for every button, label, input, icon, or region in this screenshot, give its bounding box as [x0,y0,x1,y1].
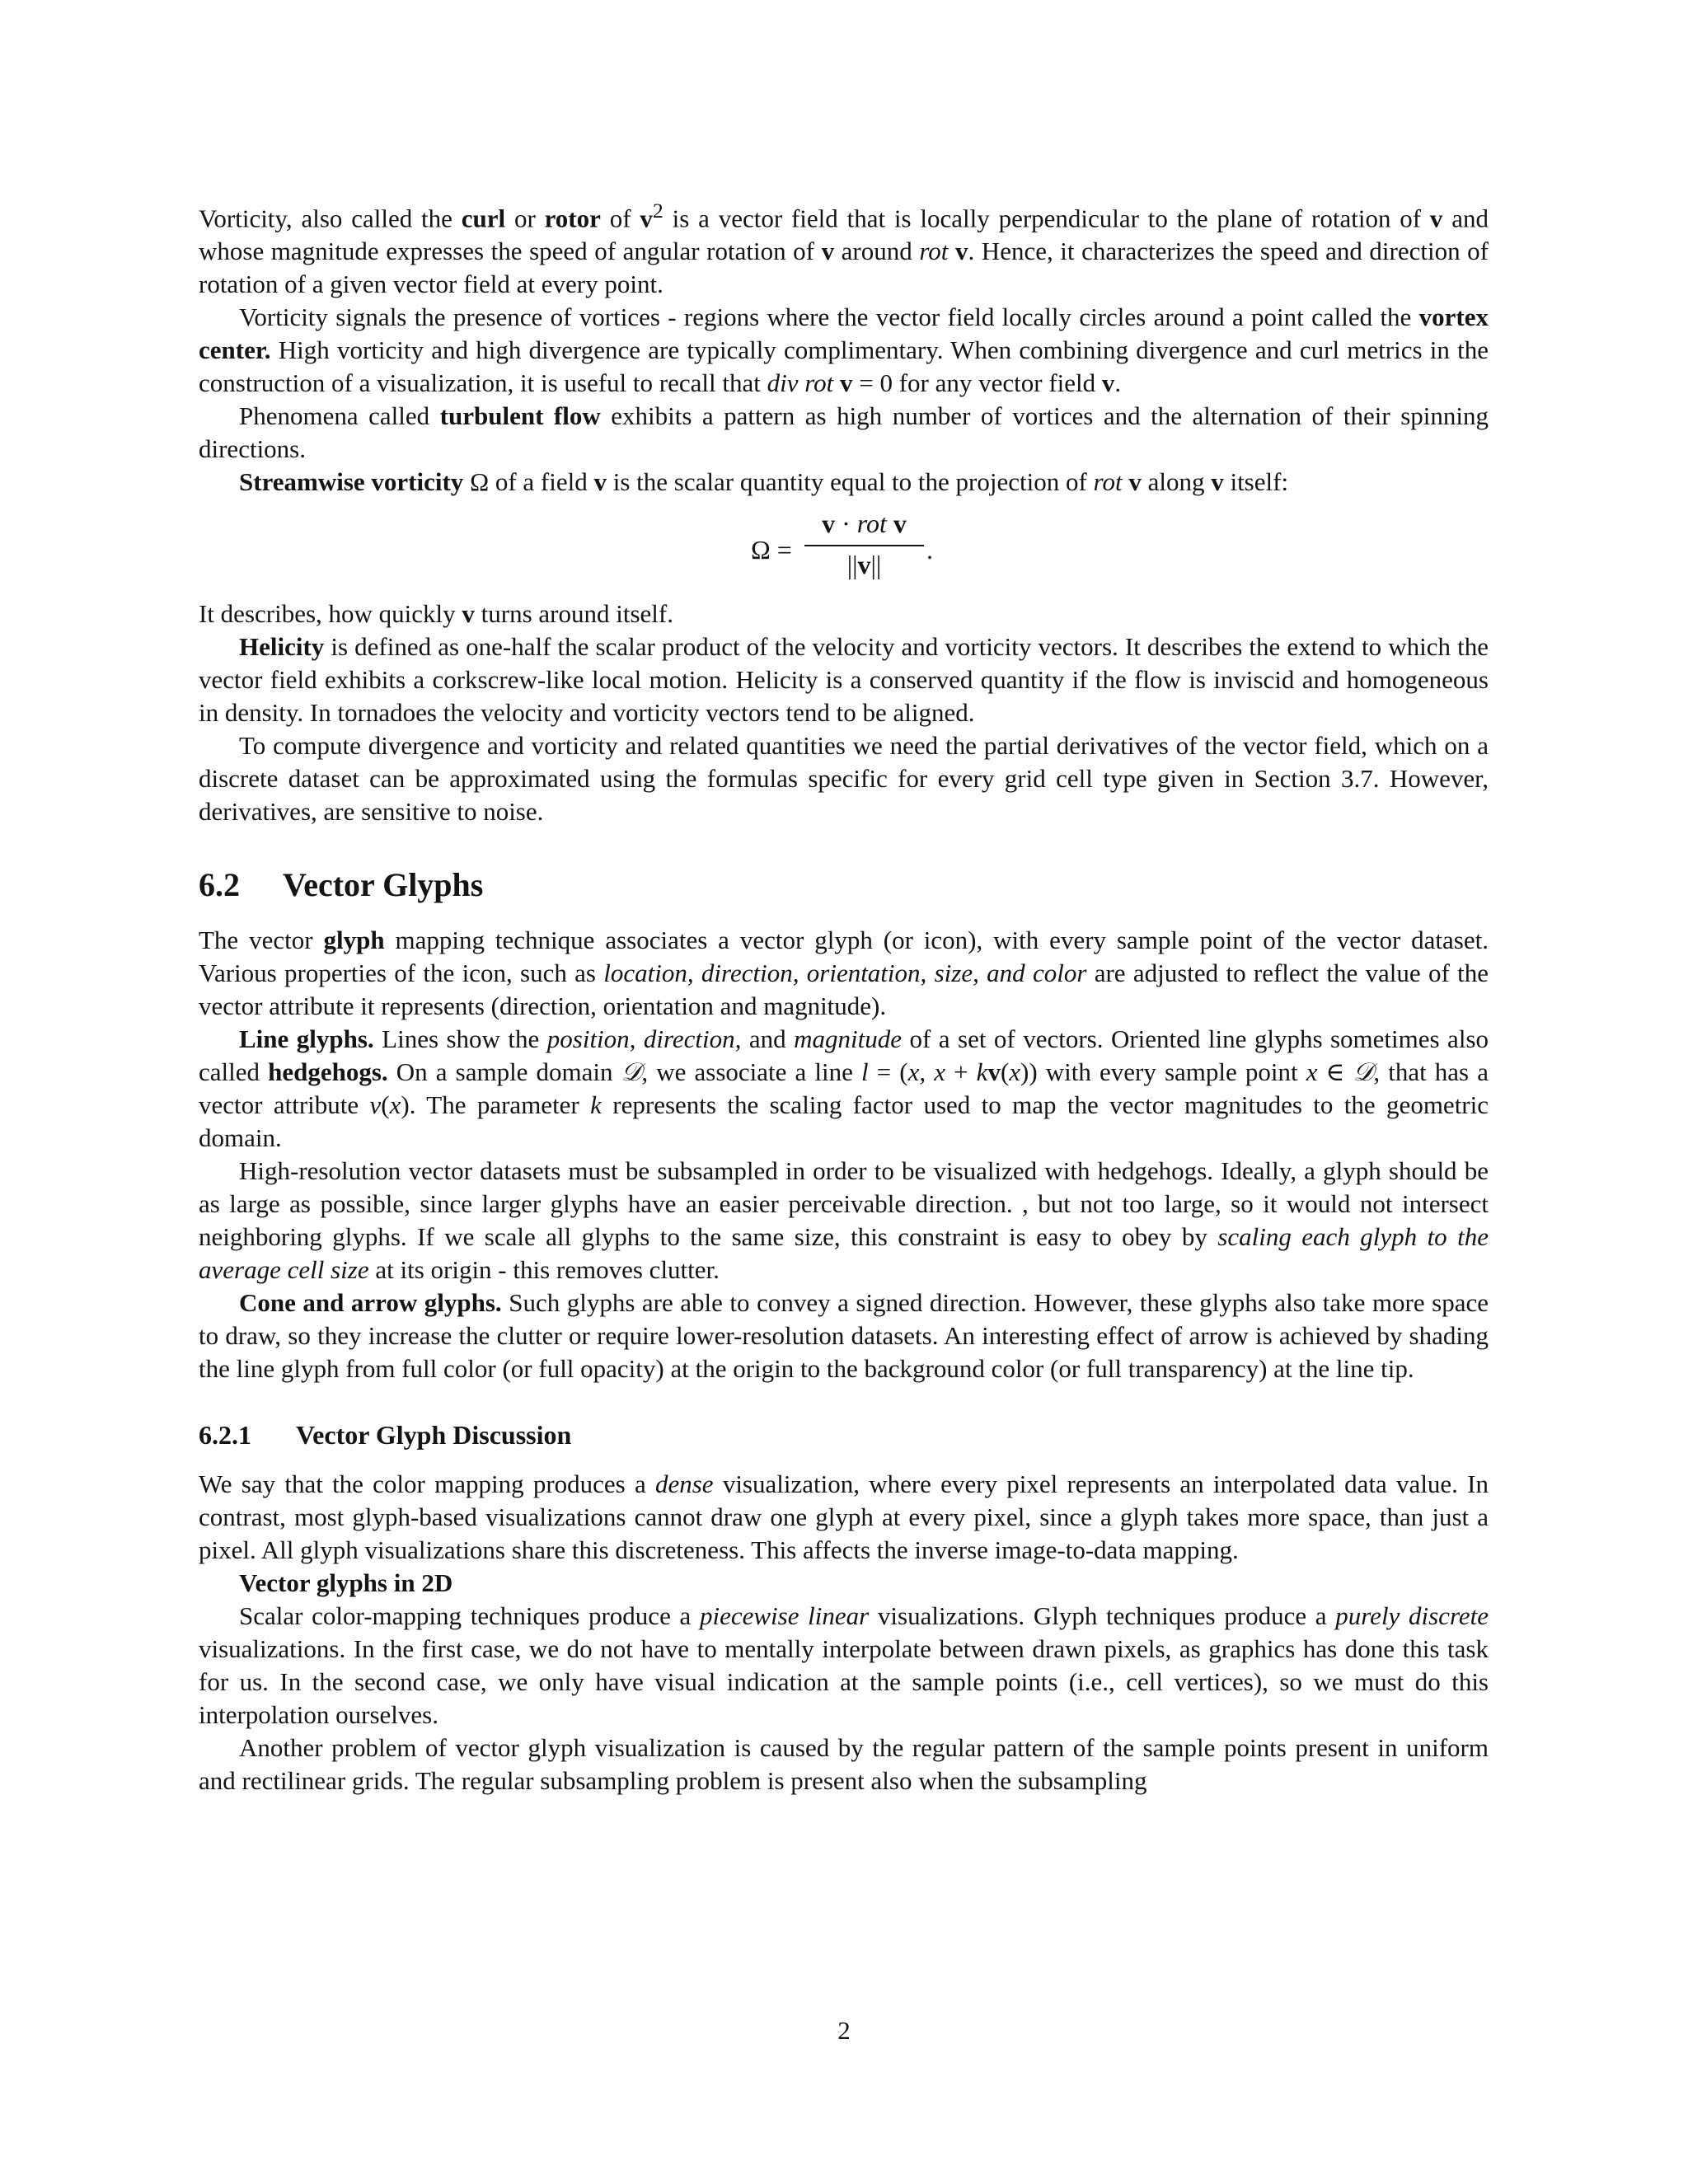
paragraph-vorticity [199,194,1489,301]
paragraph-cone-arrow-glyphs [199,1286,1489,1385]
term-line-glyphs: Line glyphs. [239,1024,374,1054]
paragraph-glyph-mapping [199,924,1489,1023]
emphasis: scaling each glyph to the average cell size [199,1222,1489,1285]
term-glyph: glyph [323,926,385,955]
text: turns around itself. [474,599,673,629]
norm-bars: || [846,550,858,580]
text: High-resolution vector datasets must be subsampled in order to be visualized with hedgehogs. Ideally, a glyph should be as large as possible, since larger glyphs have an easier perceivable direction. , but not too large, so it would not intersect neighboring glyphs. If we scale all glyphs to the same size, this constraint is easy to obey by [199,1156,1489,1252]
vector-symbol: v [987,1057,1001,1087]
text: + [945,1057,977,1087]
section-heading [199,865,1489,906]
text: Another problem of vector glyph visualization is caused by the regular pattern of the sample points present in uniform and rectilinear grids. The regular subsampling problem is present also when the subsampling [199,1733,1489,1796]
vector-symbol: v [462,599,475,629]
vector-symbol: v [954,237,968,266]
text: . [1114,368,1122,398]
text: visualizations. Glyph techniques produce a [869,1601,1336,1631]
text: are adjusted to reflect the value of the vector attribute it represents (direction, orientation and magnitude). [199,958,1489,1021]
math-var: k [590,1090,602,1120]
equation-lhs: Ω = [751,535,792,565]
term-rotor: rotor [544,204,601,233]
math-domain: 𝒟 [621,1057,642,1087]
paragraph-turbulent-flow [199,400,1489,466]
math-rot: rot [856,509,887,539]
text: mapping technique associates a vector glyph (or icon), with every sample point of the vector dataset. Various properties of the icon, such as [199,926,1489,988]
text: Ω of a field [463,467,594,497]
equation-streamwise-vorticity [199,507,1489,593]
text: Such glyphs are able to convey a signed direction. However, these glyphs also take more space to draw, so they increase the clutter or require lower-resolution datasets. An interesting effect of arrow is achieved by shading the line glyph from full color (or full opacity) at the origin to the background color (or full transparency) at the line tip. [199,1288,1489,1384]
text: To compute divergence and vorticity and related quantities we need the partial derivatives of the vector field, which on a discrete dataset can be approximated using the formulas specific for every grid cell type given in Section 3.7. However, derivatives, are sensitive to noise. [199,731,1489,827]
equation-period: . [926,535,933,565]
math-var: x [1306,1057,1318,1087]
text: is the scalar quantity equal to the projection of [607,467,1094,497]
footnote-marker: 2 [652,199,663,223]
vector-symbol: v [640,204,653,233]
text: along [1141,467,1212,497]
section-title: Vector Glyphs [283,866,484,904]
text [948,237,955,265]
text: represents the scaling factor used to map the vector magnitudes to the geometric domain. [199,1090,1489,1153]
term-helicity: Helicity [239,632,325,662]
text: is defined as one-half the scalar product of the velocity and vorticity vectors. It describes the extend to which the vector field exhibits a corkscrew-like local motion. Helicity is a conserved quantity if the flow is inviscid and homogeneous in density. In tornadoes the velocity and vorticity vectors tend to be aligned. [199,632,1489,728]
text: Vorticity, also called the [199,204,462,233]
text [833,368,840,397]
emphasis: position, direction, [546,1024,742,1054]
subsection-heading [199,1418,1489,1451]
emphasis: piecewise linear [699,1601,870,1631]
paragraph-line-glyphs [199,1023,1489,1155]
text: Phenomena called [239,401,440,431]
text: Lines show the [373,1024,547,1054]
text: around [834,237,920,266]
math-var: l [860,1057,869,1087]
paragraph-derivatives [199,729,1489,828]
vector-symbol: v [1128,467,1142,497]
paragraph-subsampling [199,1155,1489,1286]
section-number: 6.2 [199,866,240,904]
text: ). The parameter [401,1090,591,1120]
run-in-heading: Vector glyphs in 2D [239,1568,453,1598]
math-domain: 𝒟 [1353,1057,1374,1087]
term-vortex-center: vortex center. [199,302,1489,365]
text: itself: [1223,467,1289,497]
subsection-title: Vector Glyph Discussion [296,1420,572,1451]
emphasis: purely discrete [1335,1601,1489,1631]
text: We say that the color mapping produces a [199,1469,655,1499]
paragraph-describes [199,598,1489,630]
term-streamwise-vorticity: Streamwise vorticity [239,467,464,497]
math-rot: rot [1093,467,1123,497]
text: ( [381,1090,390,1120]
vector-symbol: v [593,467,607,497]
text: visualization, where every pixel represents an interpolated data value. In contrast, most glyph-based visualizations cannot draw one glyph at every pixel, since a glyph takes more space, than just a pixel. All glyph visualizations share this discreteness. This affects the inverse image-to-data mapping. [199,1469,1489,1565]
text: at its origin - this removes clutter. [368,1255,720,1285]
text: of [600,204,640,233]
vector-symbol: v [821,237,835,266]
page-number: 2 [837,2016,851,2045]
math-var: x [1009,1057,1021,1087]
text: ∈ [1317,1057,1353,1087]
text: and whose magnitude expresses the speed of angular rotation of [199,204,1489,266]
text [887,509,893,538]
fraction-bar [804,545,924,546]
vector-symbol: v [1429,204,1443,233]
vector-symbol: v [839,368,853,398]
subsection-number: 6.2.1 [199,1420,251,1451]
text: of a set of vectors. Oriented line glyphs sometimes also called [199,1024,1489,1087]
vector-symbol: v [893,509,907,539]
text: visualizations. In the first case, we do not have to mentally interpolate between drawn pixels, as graphics has done this task for us. In the second case, we only have visual indication at the sample points (i.e., cell vertices), so we must do this interpolation ourselves. [199,1634,1489,1730]
math-var: v [369,1090,382,1120]
text: , that has a vector attribute [199,1057,1489,1120]
paragraph-regular-pattern [199,1732,1489,1797]
vector-symbol: v [1101,368,1115,398]
equation-fraction [804,507,924,581]
term-cone-arrow-glyphs: Cone and arrow glyphs. [239,1288,502,1318]
paragraph-streamwise-vorticity [199,466,1489,499]
text: )) with every sample point [1020,1057,1306,1087]
text: = ( [868,1057,908,1087]
text: Scalar color-mapping techniques produce a [239,1601,700,1631]
math-div-rot: div rot [767,368,834,398]
text: is a vector field that is locally perpendicular to the plane of rotation of [663,204,1430,233]
vector-symbol: v [857,550,871,580]
text: On a sample domain [387,1057,621,1087]
term-hedgehogs: hedgehogs. [268,1057,388,1087]
text: . Hence, it characterizes the speed and direction of rotation of a given vector field at every point. [199,237,1489,299]
math-rot: rot [919,237,949,266]
text: It describes, how quickly [199,599,462,629]
norm-bars: || [870,550,882,580]
math-dot-operator: · [835,509,857,539]
text: and [741,1024,795,1054]
math-var: x [389,1090,401,1120]
math-var: k [976,1057,988,1087]
term-turbulent-flow: turbulent flow [439,401,601,431]
text: , we associate a line [641,1057,861,1087]
term-curl: curl [461,204,506,233]
text: = 0 for any vector field [852,368,1102,398]
text: Vorticity signals the presence of vortices - regions where the vector field locally circles around a point called the [239,302,1419,332]
paragraph-dense [199,1468,1489,1567]
text: or [505,204,545,233]
text: exhibits a pattern as high number of vortices and the alternation of their spinning directions. [199,401,1489,464]
paragraph-heading-vector-glyphs-2d [199,1567,1489,1600]
text: ( [1000,1057,1010,1087]
emphasis: magnitude [794,1024,903,1054]
emphasis: dense [654,1469,714,1499]
page-content [199,194,1489,1797]
vector-symbol: v [822,509,836,539]
paragraph-vortex-center [199,301,1489,400]
equation-numerator [804,507,924,540]
text: The vector [199,926,324,955]
emphasis: location, direction, orientation, size, and color [603,958,1087,988]
math-var: x, x [907,1057,945,1087]
paragraph-helicity [199,630,1489,729]
text: High vorticity and high divergence are typically complimentary. When combining divergence and curl metrics in the construction of a visualization, it is useful to recall that [199,335,1489,398]
vector-symbol: v [1211,467,1224,497]
equation-denominator [804,548,924,581]
paragraph-piecewise [199,1600,1489,1732]
